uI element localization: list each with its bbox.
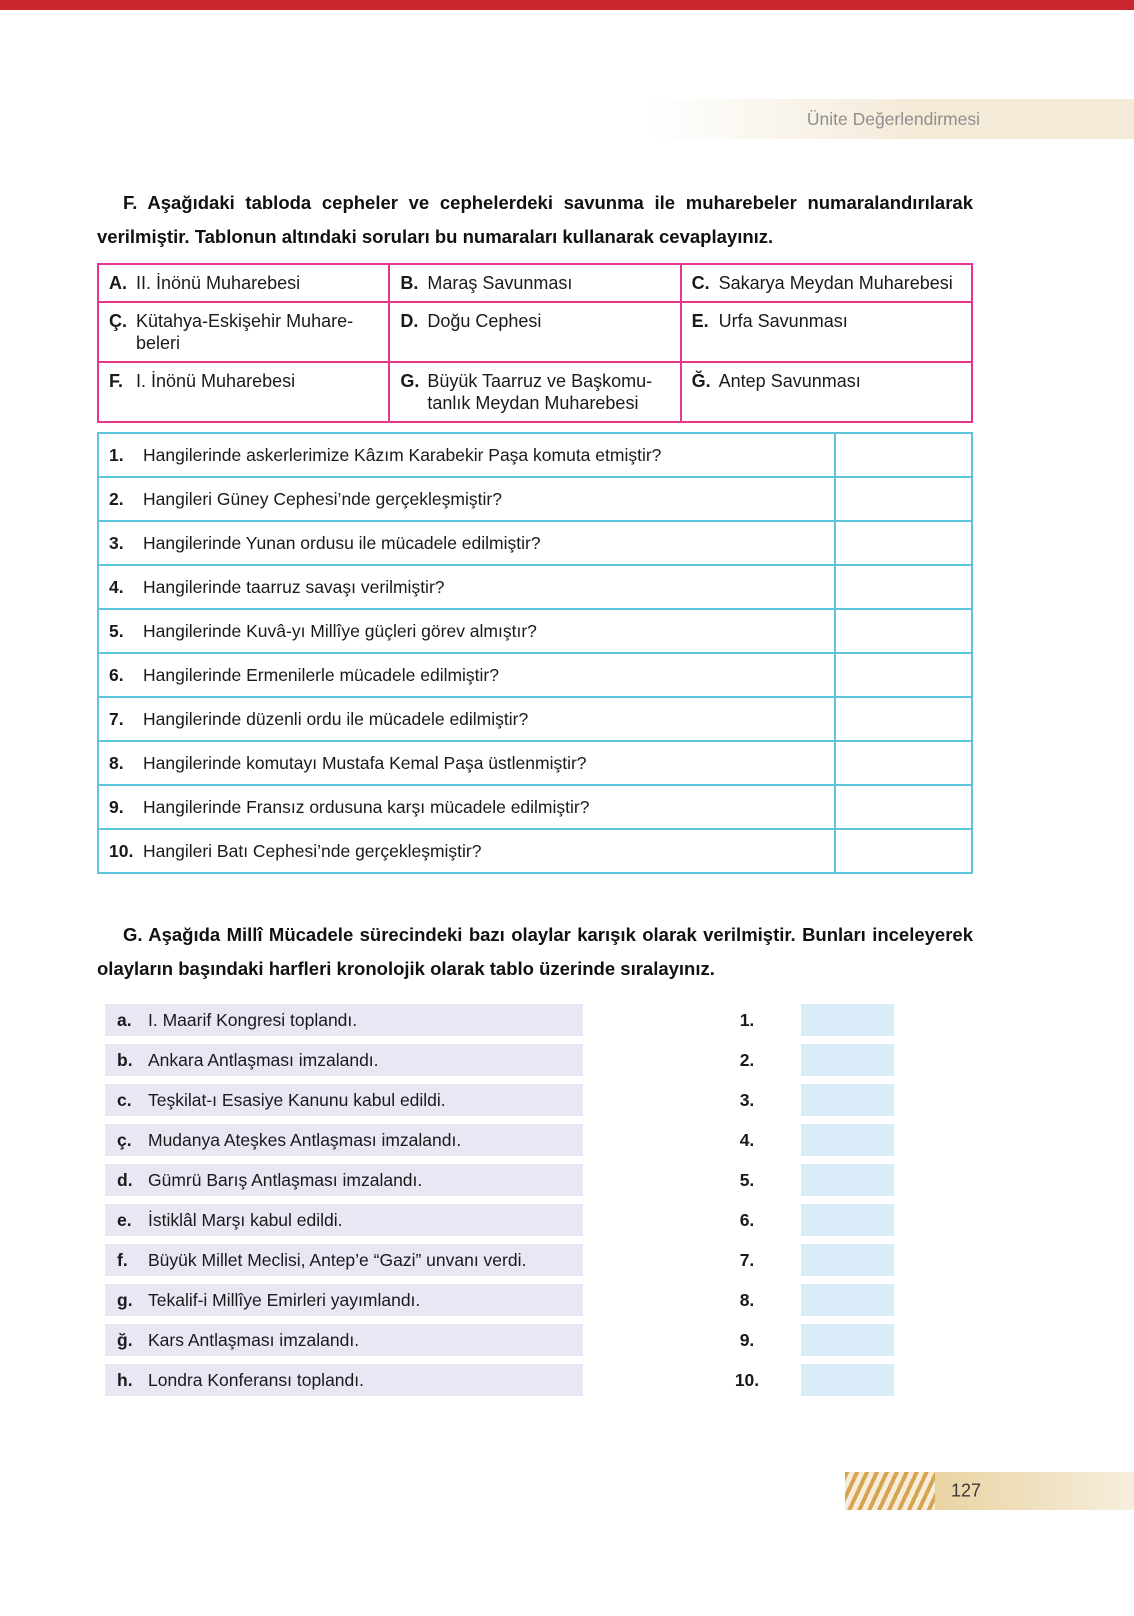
question-answer-cell[interactable] xyxy=(835,653,972,697)
question-cell xyxy=(98,785,835,829)
event-letter: g. xyxy=(117,1289,133,1310)
question-row xyxy=(98,697,972,741)
question-number: 2. xyxy=(109,488,124,509)
page-number: 127 xyxy=(951,1480,982,1501)
section-f-heading: F. Aşağıdaki tabloda cepheler ve cephelerdeki savunma ile muharebeler numaralandırılarak verilmiştir. Tablonun altındaki soruları bu numaraları kullanarak cevaplayınız. xyxy=(97,192,973,247)
event-row xyxy=(105,1204,583,1236)
order-slot-number: 7. xyxy=(703,1244,791,1276)
question-cell xyxy=(98,829,835,873)
questions-table xyxy=(97,432,973,874)
order-slot-row xyxy=(703,1284,894,1316)
front-text: Maraş Savunması xyxy=(427,273,573,293)
event-text: Tekalif-i Millîye Emirleri yayımlandı. xyxy=(148,1289,421,1310)
question-number: 8. xyxy=(109,752,124,773)
order-answer-box[interactable] xyxy=(801,1004,894,1036)
event-row xyxy=(105,1364,583,1396)
question-answer-cell[interactable] xyxy=(835,521,972,565)
question-number: 3. xyxy=(109,532,124,553)
order-answer-box[interactable] xyxy=(801,1364,894,1396)
header-band xyxy=(650,99,1134,139)
events-list xyxy=(105,1004,583,1404)
order-slot-number: 2. xyxy=(703,1044,791,1076)
front-cell-e xyxy=(681,302,972,362)
event-text: Kars Antlaşması imzalandı. xyxy=(148,1329,360,1350)
front-cell-d xyxy=(389,302,680,362)
order-slot-number: 10. xyxy=(703,1364,791,1396)
question-text: Hangilerinde askerlerimize Kâzım Karabekir Paşa komuta etmiştir? xyxy=(143,444,662,465)
question-cell xyxy=(98,433,835,477)
event-letter: b. xyxy=(117,1049,133,1070)
footer-page-number-area xyxy=(935,1472,1134,1510)
order-slot-number: 1. xyxy=(703,1004,791,1036)
front-letter: G. xyxy=(400,371,420,391)
front-cell-cc xyxy=(98,302,389,362)
question-number: 5. xyxy=(109,620,124,641)
front-text: I. İnönü Muharebesi xyxy=(136,371,296,391)
order-slot-row xyxy=(703,1124,894,1156)
front-cell-gg xyxy=(681,362,972,422)
order-answer-box[interactable] xyxy=(801,1204,894,1236)
order-slot-row xyxy=(703,1204,894,1236)
event-letter: e. xyxy=(117,1209,132,1230)
question-cell xyxy=(98,477,835,521)
front-cell-f xyxy=(98,362,389,422)
event-letter: h. xyxy=(117,1369,133,1390)
question-text: Hangilerinde Kuvâ-yı Millîye güçleri görev almıştır? xyxy=(143,620,537,641)
event-letter: ç. xyxy=(117,1129,132,1150)
order-answer-box[interactable] xyxy=(801,1164,894,1196)
order-answer-box[interactable] xyxy=(801,1324,894,1356)
front-letter: F. xyxy=(109,371,124,391)
event-text: Büyük Millet Meclisi, Antep’e “Gazi” unvanı verdi. xyxy=(148,1249,527,1270)
top-accent-bar xyxy=(0,0,1134,10)
question-answer-cell[interactable] xyxy=(835,433,972,477)
event-row xyxy=(105,1244,583,1276)
fronts-table-row xyxy=(98,264,972,302)
question-row xyxy=(98,433,972,477)
order-answer-box[interactable] xyxy=(801,1124,894,1156)
event-row xyxy=(105,1284,583,1316)
question-number: 1. xyxy=(109,444,124,465)
event-letter: ğ. xyxy=(117,1329,133,1350)
front-cell-a xyxy=(98,264,389,302)
question-row xyxy=(98,829,972,873)
event-row xyxy=(105,1124,583,1156)
order-slot-row xyxy=(703,1044,894,1076)
event-letter: d. xyxy=(117,1169,133,1190)
question-text: Hangilerinde Ermenilerle mücadele edilmiştir? xyxy=(143,664,499,685)
question-answer-cell[interactable] xyxy=(835,609,972,653)
question-cell xyxy=(98,609,835,653)
question-row xyxy=(98,477,972,521)
question-answer-cell[interactable] xyxy=(835,785,972,829)
event-letter: a. xyxy=(117,1009,132,1030)
order-slot-number: 3. xyxy=(703,1084,791,1116)
front-text: Kütahya-Eskişehir Muharebeleri xyxy=(136,311,354,353)
fronts-table-row xyxy=(98,302,972,362)
event-row xyxy=(105,1164,583,1196)
question-text: Hangilerinde düzenli ordu ile mücadele edilmiştir? xyxy=(143,708,529,729)
question-text: Hangilerinde Fransız ordusuna karşı mücadele edilmiştir? xyxy=(143,796,590,817)
front-letter: D. xyxy=(400,311,419,331)
event-text: Ankara Antlaşması imzalandı. xyxy=(148,1049,379,1070)
order-slot-row xyxy=(703,1324,894,1356)
question-text: Hangileri Batı Cephesi’nde gerçekleşmiştir? xyxy=(143,840,482,861)
front-cell-b xyxy=(389,264,680,302)
front-letter: B. xyxy=(400,273,419,293)
front-text: II. İnönü Muharebesi xyxy=(136,273,301,293)
front-cell-g xyxy=(389,362,680,422)
front-text: Büyük Taarruz ve Başkomutanlık Meydan Muharebesi xyxy=(427,371,653,413)
event-letter: c. xyxy=(117,1089,132,1110)
question-number: 10. xyxy=(109,840,134,861)
fronts-table xyxy=(97,263,973,423)
front-text: Sakarya Meydan Muharebesi xyxy=(718,273,953,293)
order-slot-row xyxy=(703,1244,894,1276)
front-text: Antep Savunması xyxy=(718,371,861,391)
events-area xyxy=(97,1004,973,1404)
event-row xyxy=(105,1004,583,1036)
event-text: I. Maarif Kongresi toplandı. xyxy=(148,1009,358,1030)
question-cell xyxy=(98,697,835,741)
event-text: Teşkilat-ı Esasiye Kanunu kabul edildi. xyxy=(148,1089,446,1110)
page-content xyxy=(97,186,973,1404)
event-text: Gümrü Barış Antlaşması imzalandı. xyxy=(148,1169,423,1190)
question-number: 9. xyxy=(109,796,124,817)
question-row xyxy=(98,565,972,609)
order-slot-number: 4. xyxy=(703,1124,791,1156)
section-g-heading: G. Aşağıda Millî Mücadele sürecindeki bazı olaylar karışık olarak verilmiştir. Bunları inceleyerek olayların başındaki harfleri kronolojik olarak tablo üzerinde sıralayınız. xyxy=(97,924,973,979)
question-number: 6. xyxy=(109,664,124,685)
question-number: 7. xyxy=(109,708,124,729)
footer-stripes-decoration xyxy=(845,1472,935,1510)
front-text: Doğu Cephesi xyxy=(427,311,542,331)
event-text: İstiklâl Marşı kabul edildi. xyxy=(148,1209,343,1230)
question-row xyxy=(98,609,972,653)
question-answer-cell[interactable] xyxy=(835,829,972,873)
order-answer-box[interactable] xyxy=(801,1244,894,1276)
event-letter: f. xyxy=(117,1249,128,1270)
order-slots-list xyxy=(703,1004,894,1404)
front-letter: A. xyxy=(109,273,127,293)
question-answer-cell[interactable] xyxy=(835,477,972,521)
order-slot-number: 5. xyxy=(703,1164,791,1196)
footer-band xyxy=(845,1472,1134,1510)
event-row xyxy=(105,1084,583,1116)
question-row xyxy=(98,785,972,829)
front-letter: Ğ. xyxy=(691,371,711,391)
order-slot-number: 8. xyxy=(703,1284,791,1316)
front-text: Urfa Savunması xyxy=(718,311,848,331)
question-text: Hangilerinde Yunan ordusu ile mücadele edilmiştir? xyxy=(143,532,541,553)
order-slot-row xyxy=(703,1084,894,1116)
question-text: Hangileri Güney Cephesi’nde gerçekleşmiştir? xyxy=(143,488,502,509)
event-row xyxy=(105,1324,583,1356)
order-slot-number: 9. xyxy=(703,1324,791,1356)
question-text: Hangilerinde taarruz savaşı verilmiştir? xyxy=(143,576,445,597)
question-answer-cell[interactable] xyxy=(835,565,972,609)
question-cell xyxy=(98,565,835,609)
order-answer-box[interactable] xyxy=(801,1044,894,1076)
front-letter: Ç. xyxy=(109,311,127,331)
order-answer-box[interactable] xyxy=(801,1284,894,1316)
order-slot-row xyxy=(703,1164,894,1196)
order-slot-number: 6. xyxy=(703,1204,791,1236)
question-cell xyxy=(98,741,835,785)
event-row xyxy=(105,1044,583,1076)
front-letter: C. xyxy=(691,273,710,293)
event-text: Londra Konferansı toplandı. xyxy=(148,1369,364,1390)
front-letter: E. xyxy=(691,311,709,331)
question-answer-cell[interactable] xyxy=(835,697,972,741)
question-row xyxy=(98,653,972,697)
front-cell-c xyxy=(681,264,972,302)
order-slot-row xyxy=(703,1364,894,1396)
page-header-title: Ünite Değerlendirmesi xyxy=(806,109,980,129)
question-text: Hangilerinde komutayı Mustafa Kemal Paşa üstlenmiştir? xyxy=(143,752,587,773)
question-answer-cell[interactable] xyxy=(835,741,972,785)
order-answer-box[interactable] xyxy=(801,1084,894,1116)
question-cell xyxy=(98,521,835,565)
question-row xyxy=(98,521,972,565)
event-text: Mudanya Ateşkes Antlaşması imzalandı. xyxy=(148,1129,462,1150)
question-number: 4. xyxy=(109,576,124,597)
order-slot-row xyxy=(703,1004,894,1036)
fronts-table-row xyxy=(98,362,972,422)
question-cell xyxy=(98,653,835,697)
question-row xyxy=(98,741,972,785)
